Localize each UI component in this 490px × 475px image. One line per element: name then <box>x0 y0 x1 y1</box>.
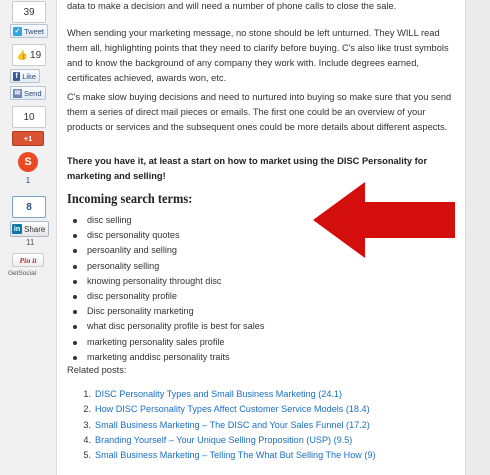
twitter-bird-icon: ✓ <box>14 28 21 35</box>
related-post-link[interactable]: Branding Yourself – Your Unique Selling Proposition (USP) (9.5) <box>95 434 353 445</box>
google-plus-one-button[interactable] <box>12 131 44 146</box>
related-post-link[interactable]: DISC Personality Types and Small Business Marketing (24.1) <box>95 389 342 399</box>
related-post-item <box>67 433 376 448</box>
facebook-icon: f <box>13 72 20 81</box>
paragraph: C's make slow buying decisions and need to nurtured into buying so make sure that you send them a series of direct mail pieces or emails. The first one could be an overview of your products or services and the subsequent ones could be more details about different aspects. <box>67 92 452 132</box>
envelope-icon: ✉ <box>14 90 21 97</box>
tweet-label: Tweet <box>23 26 44 36</box>
linkedin-share-label: Share <box>24 224 46 234</box>
list-item: knowing personality throught disc <box>73 274 264 289</box>
list-item: disc personality quotes <box>73 228 264 243</box>
pinterest-pin-button[interactable] <box>12 253 44 267</box>
facebook-like-count: 19 <box>30 49 42 61</box>
list-item: Disc personality marketing <box>73 304 264 319</box>
facebook-like-button[interactable] <box>10 69 40 83</box>
list-item: what disc personality profile is best for sales <box>73 319 264 334</box>
related-post-link[interactable]: Small Business Marketing – The DISC and Your Sales Funnel (17.2) <box>95 419 370 430</box>
social-share-bar <box>0 0 54 290</box>
list-item: persoanlity and selling <box>73 243 264 258</box>
facebook-like-count-box <box>12 44 46 66</box>
paragraph: When sending your marketing message, no stone should be left unturned. They WILL read them all, highlighting points that they need to clarify before buying. C's also like trust symbols and to know the background of any company they work with. Include degrees earned, certificates achieved, awards won, etc. <box>67 28 449 83</box>
getsocial-link[interactable]: GetSocial <box>8 270 37 277</box>
red-arrow-icon <box>313 182 455 258</box>
related-post-number: 4. <box>83 434 91 445</box>
list-item: disc selling <box>73 213 264 228</box>
like-label: Like <box>22 71 36 81</box>
related-post-number: 2. <box>83 404 91 415</box>
gplus-count-box <box>12 106 46 128</box>
list-item: marketing personality sales profile <box>73 335 264 350</box>
related-post-number: 5. <box>83 450 91 461</box>
related-post-item <box>67 418 376 433</box>
linkedin-icon: in <box>13 225 21 233</box>
stumbleupon-icon[interactable]: S <box>18 152 38 172</box>
article-content <box>56 0 466 475</box>
related-post-item <box>67 387 376 402</box>
share-count-box <box>12 1 46 23</box>
closing-paragraph: There you have it, at least a start on how to market using the DISC Personality for marketing and selling! <box>67 156 428 181</box>
share-count: 39 <box>23 6 35 18</box>
stumbleupon-count: 1 <box>25 176 31 185</box>
facebook-send-button[interactable] <box>10 86 46 100</box>
search-terms-heading: Incoming search terms: <box>67 191 193 206</box>
list-item: marketing anddisc personality traits <box>73 350 264 365</box>
pinterest-count: 11 <box>26 238 35 247</box>
tweet-button[interactable] <box>10 24 48 38</box>
thumbs-up-icon: 👍 <box>16 49 29 60</box>
related-post-number: 3. <box>83 419 91 430</box>
paragraph: data to make a decision and will need a number of phone calls to close the sale. <box>67 1 397 11</box>
related-post-link[interactable]: Small Business Marketing – Telling The What But Selling The How (9) <box>95 450 376 461</box>
related-posts-list <box>67 387 376 463</box>
related-post-item <box>67 448 376 463</box>
linkedin-count: 8 <box>12 196 46 218</box>
related-post-number: 1. <box>83 389 91 399</box>
gplus-count: 10 <box>23 111 35 123</box>
send-label: Send <box>24 88 42 98</box>
related-post-item <box>67 402 376 417</box>
list-item: disc personality profile <box>73 289 264 304</box>
pin-label: Pin it <box>19 255 37 265</box>
search-terms-list <box>73 213 264 365</box>
related-post-link[interactable]: How DISC Personality Types Affect Customer Service Models (18.4) <box>95 404 370 415</box>
gplus-label: +1 <box>23 134 33 143</box>
list-item: personality selling <box>73 259 264 274</box>
linkedin-share-button[interactable] <box>10 221 49 237</box>
related-posts-label: Related posts: <box>67 365 127 375</box>
